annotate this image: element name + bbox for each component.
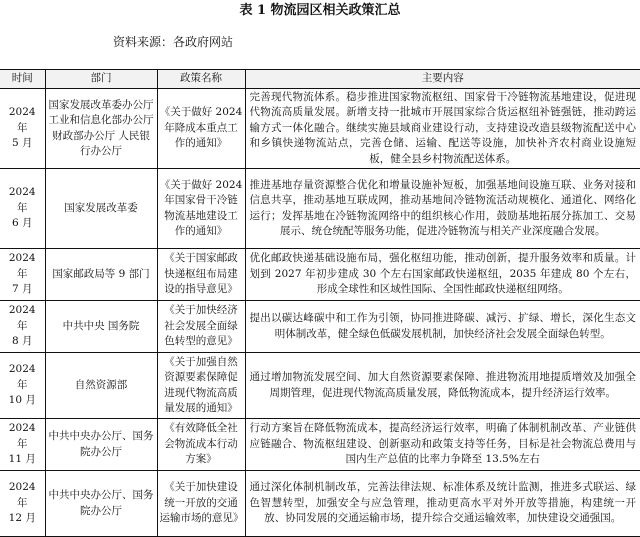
header-time: 时间: [0, 70, 45, 89]
cell-main-content: 行动方案旨在降低物流成本，提高经济运行效率，明确了体制机制改革、产业链供应链融合、物流枢纽建设、创新驱动和政策支持等任务，目标是社会物流总费用与国内生产总值的比率力争降至 13.5%左右: [245, 419, 640, 471]
table-row: [0, 249, 640, 301]
table-row: [0, 471, 640, 537]
cell-main-content: 通过深化体制机制改革，完善法律法规、标准体系及统计监测，推进多式联运、绿色智慧转型，加强安全与应急管理，推动更高水平对外开放等措施，构建统一开放、协同发展的交通运输市场，提升综合交通运输效率，加快建设交通强国。: [245, 471, 640, 537]
cell-policy-name: 《关于做好 2024 年国家骨干冷链物流基地建设工作的通知》: [157, 169, 245, 249]
cell-policy-name: 《关于加快经济社会发展全面绿色转型的意见》: [157, 301, 245, 353]
header-name: 政策名称: [157, 70, 245, 89]
header-row: [0, 70, 640, 89]
cell-policy-name: 《关于做好 2024 年降成本重点工作的通知》: [157, 89, 245, 169]
cell-department: 自然资源部: [45, 353, 157, 419]
table-row: [0, 353, 640, 419]
cell-department: 国家发展改革委: [45, 169, 157, 249]
cell-time: 2024 年 8 月: [0, 301, 45, 353]
cell-department: 中共中央办公厅、国务院办公厅: [45, 419, 157, 471]
cell-time: 2024 年 12 月: [0, 471, 45, 537]
cell-time: 2024 年 6 月: [0, 169, 45, 249]
table-title: 表 1 物流园区相关政策汇总: [239, 3, 401, 18]
cell-main-content: 提出以碳达峰碳中和工作为引领，协同推进降碳、减污、扩绿、增长，深化生态文明体制改革，健全绿色低碳发展机制，加快经济社会发展全面绿色转型。: [245, 301, 640, 353]
cell-main-content: 完善现代物流体系。稳步推进国家物流枢纽、国家骨干冷链物流基地建设，促进现代物流高质量发展。新增支持一批城市开展国家综合货运枢纽补链强链，推动跨运输方式一体化融合。继续实施县域商业建设行动，支持建设改造县级物流配送中心和乡镇快递物流站点，完善仓储、运输、配送等设施，加快补齐农村商业设施短板，健全县乡村物流配送体系。: [245, 89, 640, 169]
table-row: [0, 169, 640, 249]
header-dept: 部门: [45, 70, 157, 89]
cell-time: 2024 年 10 月: [0, 353, 45, 419]
header-content: 主要内容: [245, 70, 640, 89]
table-row: [0, 301, 640, 353]
policy-table: [0, 69, 640, 537]
cell-time: 2024 年 7 月: [0, 249, 45, 301]
cell-department: 中共中央 国务院: [45, 301, 157, 353]
cell-department: 国家邮政局等 9 部门: [45, 249, 157, 301]
cell-department: 中共中央办公厅、国务院办公厅: [45, 471, 157, 537]
cell-main-content: 推进基地存量资源整合优化和增量设施补短板，加强基地间设施互联、业务对接和信息共享，推动基地互联成网，推动基地间冷链物流活动规模化、通道化、网络化运行；发挥基地在冷链物流网络中的组织核心作用，鼓励基地拓展分拣加工、交易展示、统仓统配等服务功能，促进冷链物流与相关产业深度融合发展。: [245, 169, 640, 249]
cell-policy-name: 《关于国家邮政快递枢纽布局建设的指导意见》: [157, 249, 245, 301]
table-row: [0, 419, 640, 471]
table-row: [0, 89, 640, 169]
cell-main-content: 通过增加物流发展空间、加大自然资源要素保障、推进物流用地提质增效及加强全周期管理，促进现代物流高质量发展，降低物流成本，提升经济运行效率。: [245, 353, 640, 419]
cell-policy-name: 《有效降低全社会物流成本行动方案》: [157, 419, 245, 471]
source-note: 资料来源：各政府网站: [113, 35, 234, 49]
cell-time: 2024 年 5 月: [0, 89, 45, 169]
cell-main-content: 优化邮政快递基础设施布局，强化枢纽功能，推动创新，提升服务效率和质量。计划到 2027 年初步建成 30 个左右国家邮政快递枢纽，2035 年建成 80 个左右，形成全球性和区域性国际、全国性邮政快递枢纽网络。: [245, 249, 640, 301]
cell-time: 2024 年 11 月: [0, 419, 45, 471]
cell-department: 国家发展改革委办公厅 工业和信息化部办公厅 财政部办公厅 人民银行办公厅: [45, 89, 157, 169]
cell-policy-name: 《关于加强自然资源要素保障促进现代物流高质量发展的通知》: [157, 353, 245, 419]
table-body: [0, 89, 640, 537]
cell-policy-name: 《关于加快建设统一开放的交通运输市场的意见》: [157, 471, 245, 537]
